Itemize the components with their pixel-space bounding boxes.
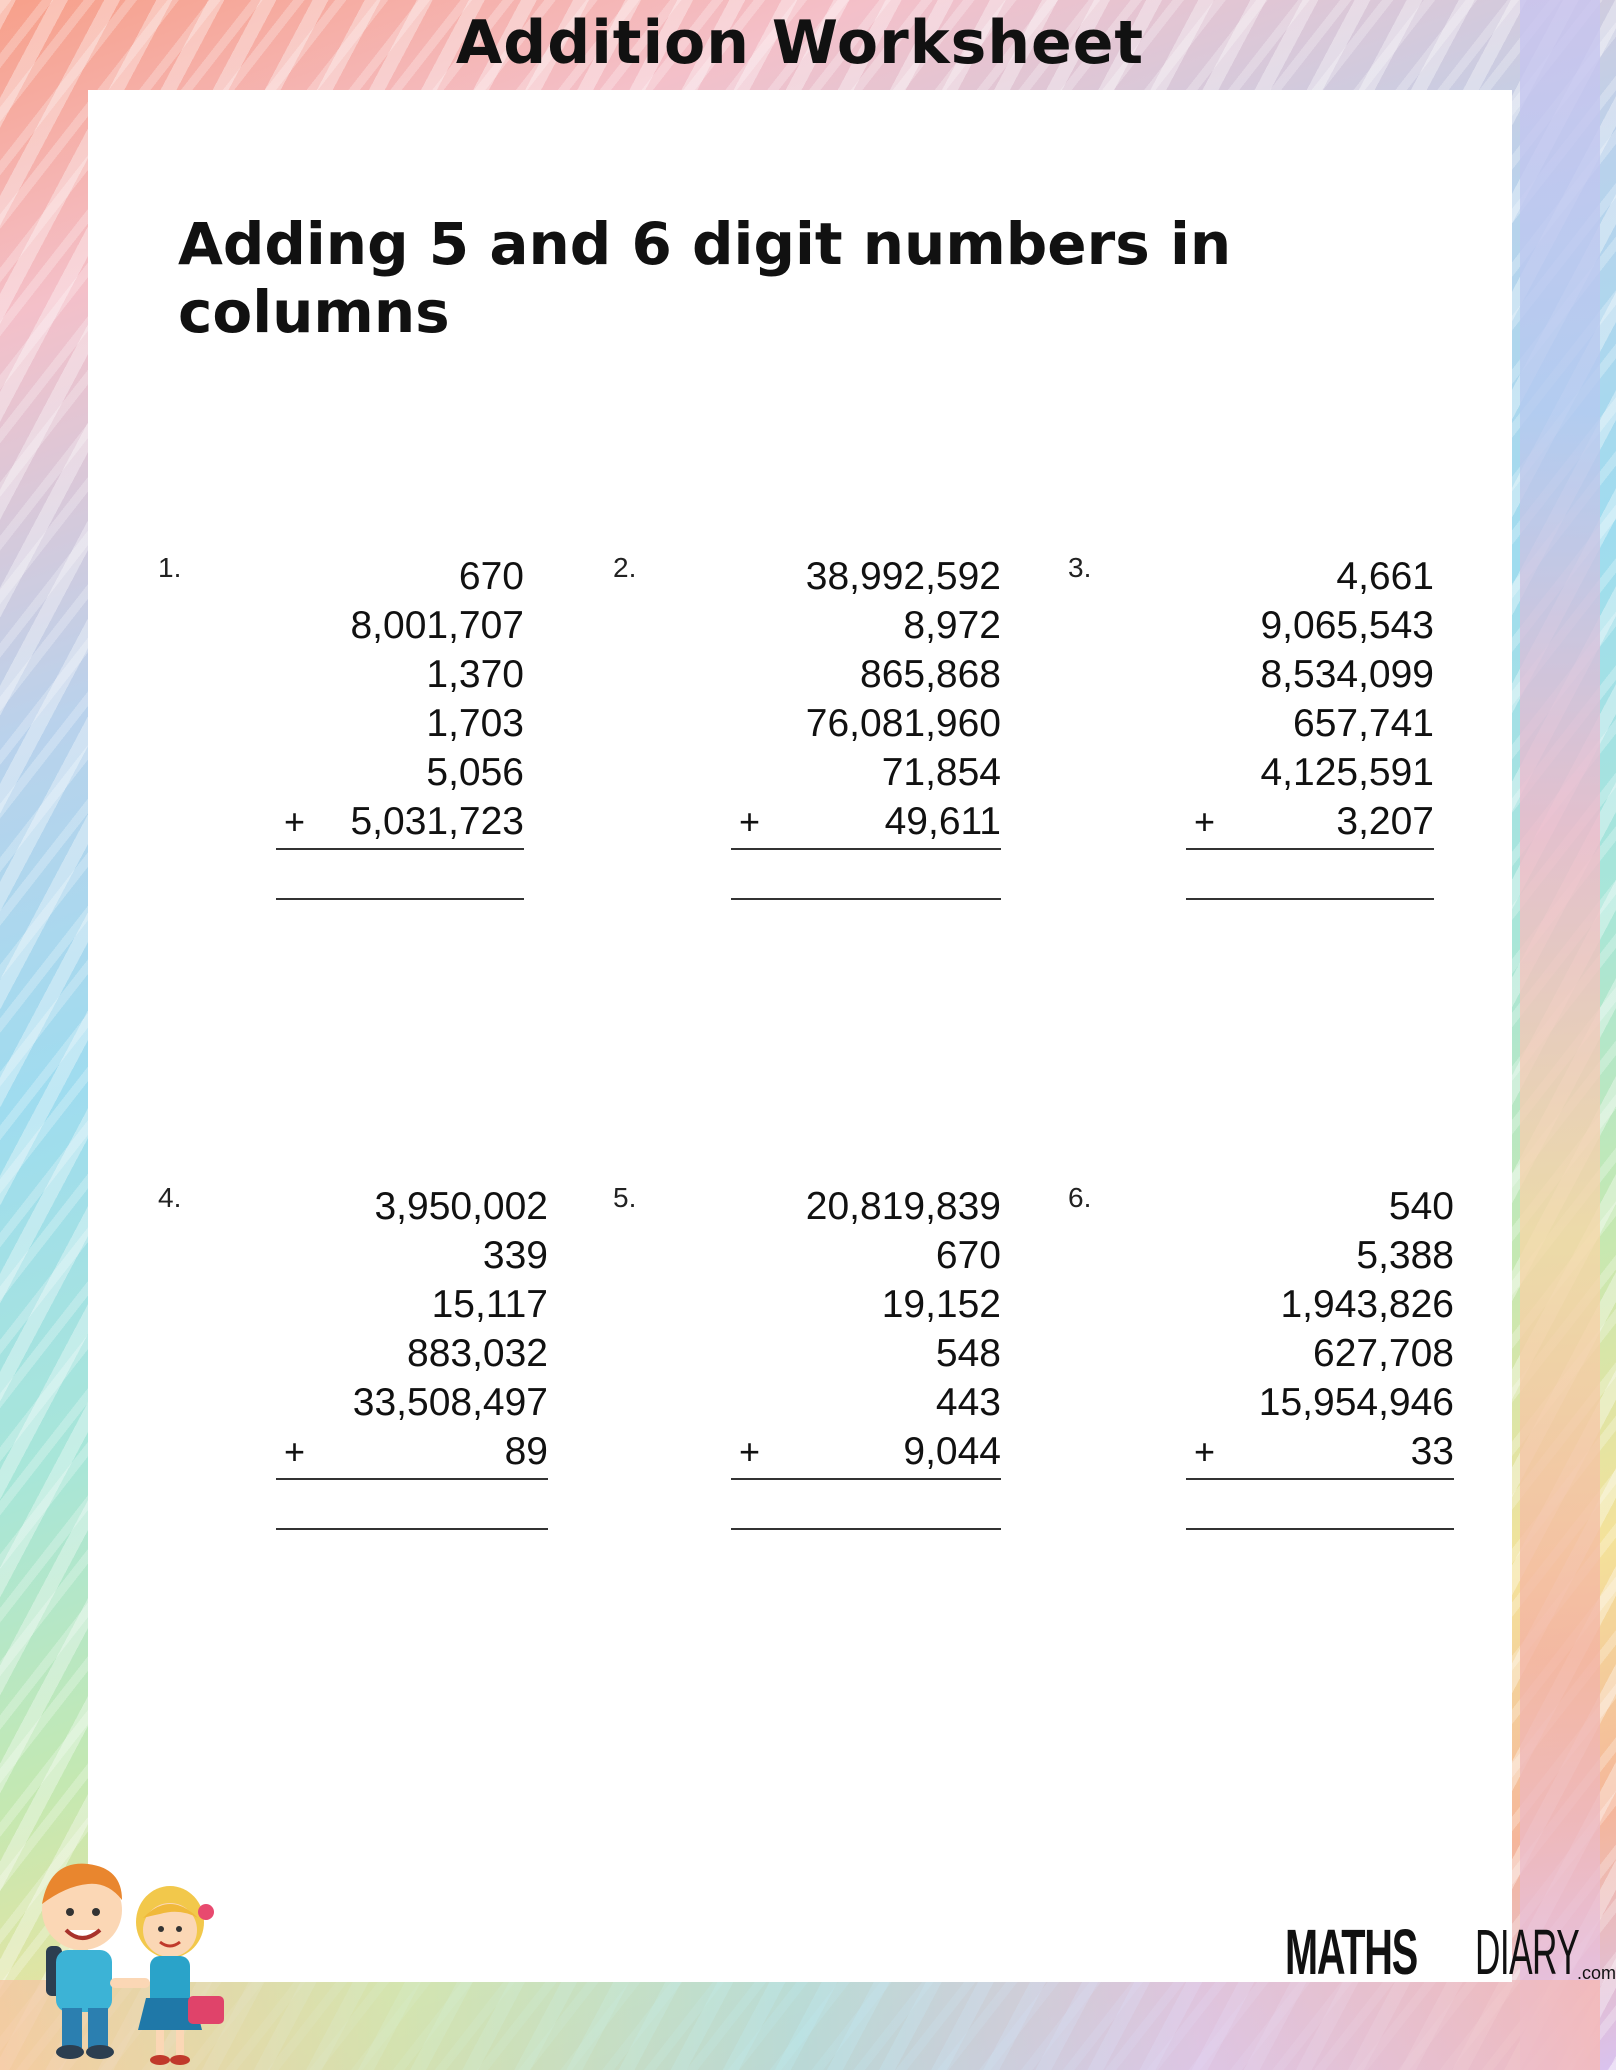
- addend: 5,056: [426, 751, 524, 794]
- answer-line[interactable]: [276, 898, 524, 900]
- worksheet-title: Addition Worksheet: [455, 8, 1145, 78]
- worksheet-sheet: [88, 90, 1512, 1982]
- addend: 20,819,839: [805, 1185, 1001, 1228]
- problem-6: [1068, 1182, 1488, 1542]
- addend: 4,125,591: [1260, 751, 1434, 794]
- answer-line[interactable]: [1186, 1528, 1454, 1530]
- problem-number: 6.: [1068, 1182, 1092, 1213]
- sum-rule: [731, 1478, 1001, 1480]
- problem-number: 3.: [1068, 552, 1092, 583]
- plus-sign: +: [284, 1431, 306, 1472]
- addend: 443: [935, 1381, 1001, 1424]
- plus-sign: +: [1194, 801, 1216, 842]
- addend: 3,950,002: [374, 1185, 548, 1228]
- addend: 4,661: [1336, 555, 1434, 598]
- addend: 339: [482, 1234, 548, 1277]
- logo-diary: DIARY: [1475, 1916, 1580, 1988]
- worksheet-subtitle: Adding 5 and 6 digit numbers in columns: [178, 210, 1232, 346]
- addend: 33: [1410, 1430, 1454, 1473]
- answer-line[interactable]: [731, 898, 1001, 900]
- answer-line[interactable]: [276, 1528, 548, 1530]
- addend: 33,508,497: [352, 1381, 548, 1424]
- addend: 71,854: [881, 751, 1001, 794]
- addend: 38,992,592: [805, 555, 1001, 598]
- plus-sign: +: [739, 801, 761, 842]
- sum-rule: [1186, 1478, 1454, 1480]
- addend: 5,388: [1356, 1234, 1454, 1277]
- sum-rule: [1186, 848, 1434, 850]
- addend: 9,065,543: [1260, 604, 1434, 647]
- sum-rule: [276, 848, 524, 850]
- addend: 3,207: [1336, 800, 1434, 843]
- mathsdiary-logo[interactable]: [1285, 1915, 1616, 1988]
- problem-number: 1.: [158, 552, 182, 583]
- addend: 15,117: [431, 1283, 548, 1326]
- watercolor-right-border: [1520, 0, 1600, 2070]
- watercolor-bottom-border: [0, 1980, 1600, 2070]
- addend: 5,031,723: [350, 800, 524, 843]
- addend: 49,611: [884, 800, 1001, 843]
- addend: 8,534,099: [1260, 653, 1434, 696]
- addend: 657,741: [1293, 702, 1434, 745]
- addend: 548: [935, 1332, 1001, 1375]
- addend: 540: [1388, 1185, 1454, 1228]
- answer-line[interactable]: [1186, 898, 1434, 900]
- problem-5: [613, 1182, 1033, 1542]
- addend: 627,708: [1313, 1332, 1454, 1375]
- addend: 9,044: [903, 1430, 1001, 1473]
- addend: 19,152: [881, 1283, 1001, 1326]
- problem-1: [158, 552, 558, 912]
- addend: 89: [504, 1430, 548, 1473]
- addend: 883,032: [407, 1332, 548, 1375]
- plus-sign: +: [739, 1431, 761, 1472]
- kids-illustration: [10, 1838, 240, 2070]
- plus-sign: +: [284, 801, 306, 842]
- plus-sign: +: [1194, 1431, 1216, 1472]
- sum-rule: [731, 848, 1001, 850]
- addend: 8,972: [903, 604, 1001, 647]
- problem-number: 2.: [613, 552, 637, 583]
- addend: 1,703: [426, 702, 524, 745]
- addend: 8,001,707: [350, 604, 524, 647]
- logo-com: .com: [1577, 1963, 1616, 1983]
- problem-3: [1068, 552, 1468, 912]
- addend: 76,081,960: [805, 702, 1001, 745]
- addend: 670: [458, 555, 524, 598]
- addend: 670: [935, 1234, 1001, 1277]
- sum-rule: [276, 1478, 548, 1480]
- problem-number: 4.: [158, 1182, 182, 1213]
- problem-number: 5.: [613, 1182, 637, 1213]
- addend: 1,370: [426, 653, 524, 696]
- answer-line[interactable]: [731, 1528, 1001, 1530]
- problem-2: [613, 552, 1033, 912]
- addend: 865,868: [860, 653, 1001, 696]
- logo-maths: MATHS: [1285, 1916, 1417, 1988]
- problem-4: [158, 1182, 578, 1542]
- addend: 1,943,826: [1280, 1283, 1454, 1326]
- addend: 15,954,946: [1258, 1381, 1454, 1424]
